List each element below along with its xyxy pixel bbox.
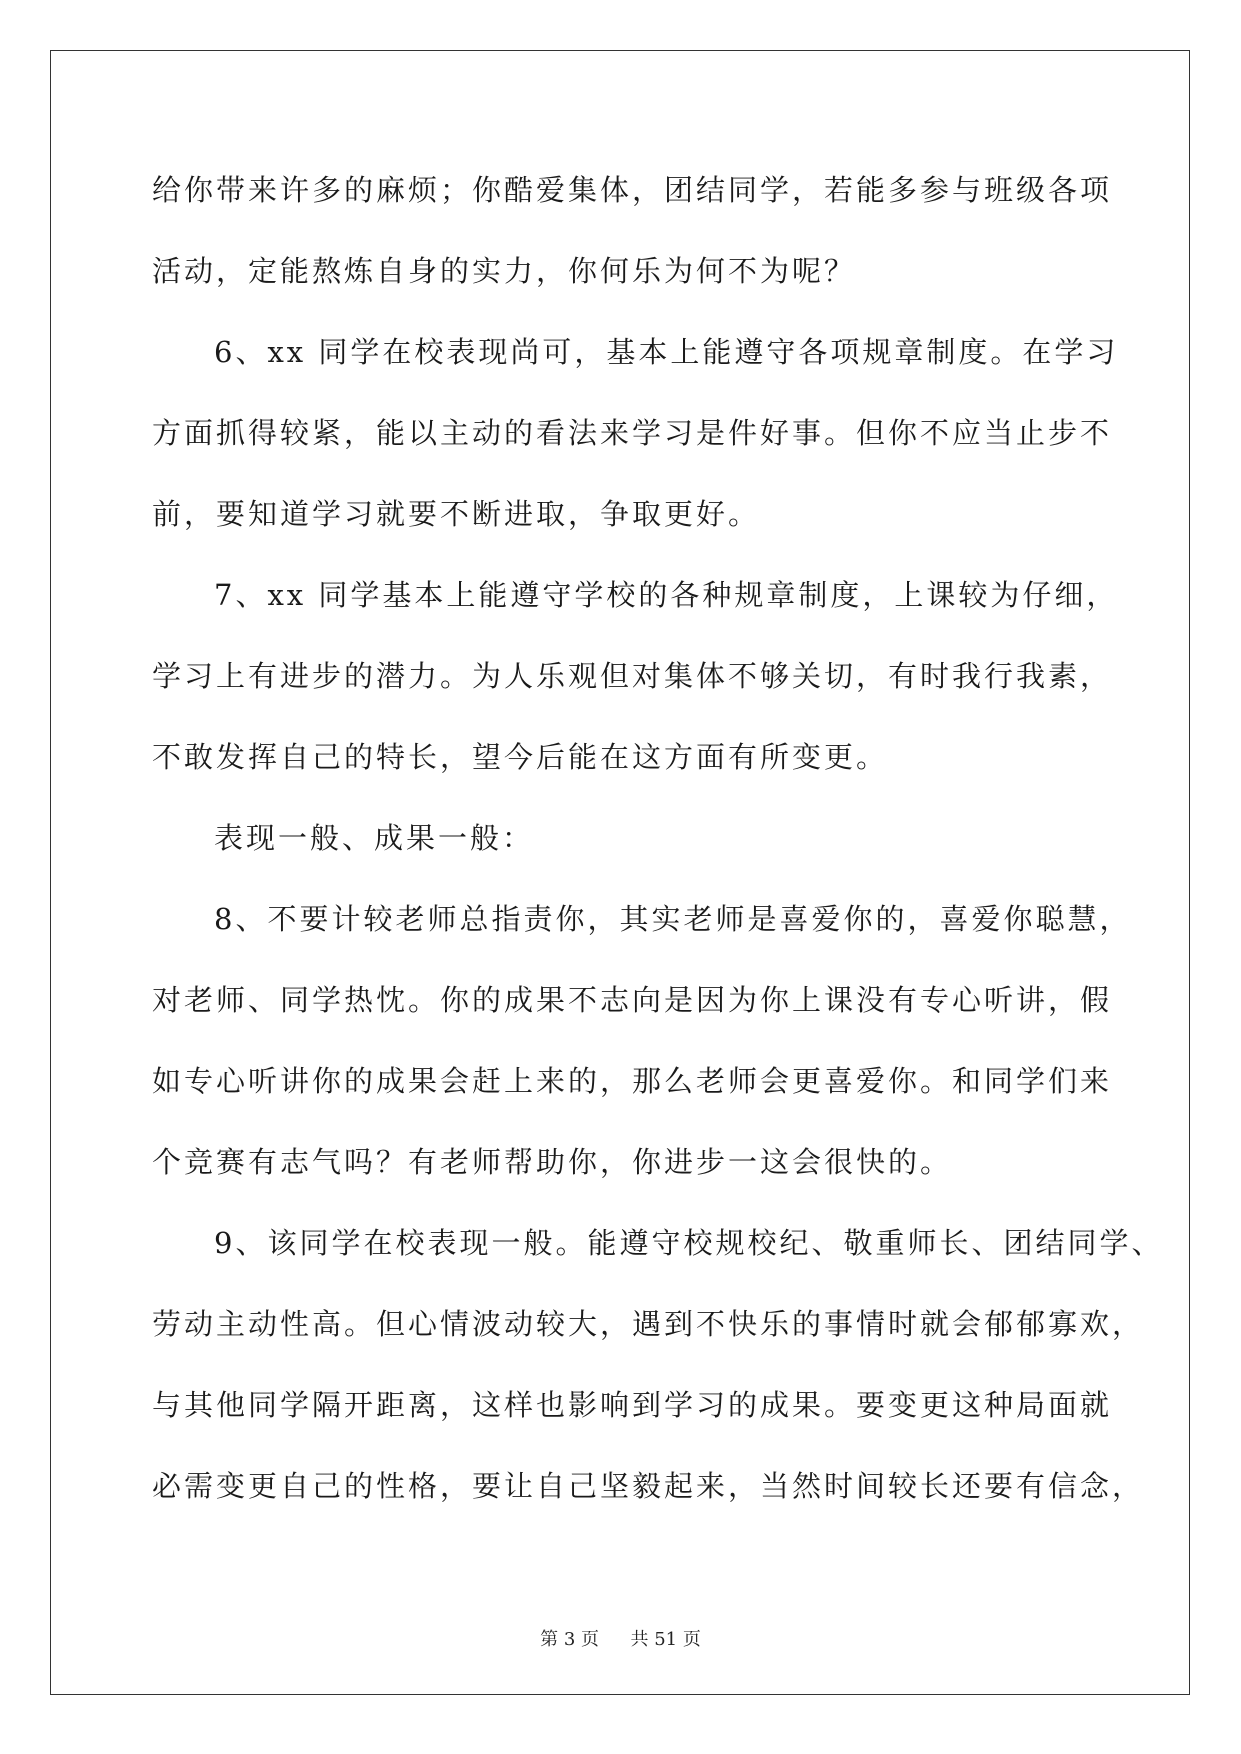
- text-line: 前，要知道学习就要不断进取，争取更好。: [152, 497, 761, 531]
- text-line: 8、不要计较老师总指责你，其实老师是喜爱你的，喜爱你聪慧，: [214, 902, 1132, 936]
- document-body: [152, 150, 1164, 1527]
- text-line: 活动，定能熬炼自身的实力，你何乐为何不为呢？: [152, 254, 857, 288]
- text-line: 劳动主动性高。但心情波动较大，遇到不快乐的事情时就会郁郁寡欢，: [152, 1307, 1145, 1341]
- page-total: 共 51 页: [630, 1629, 701, 1650]
- text-line: 个竞赛有志气吗？有老师帮助你，你进步一这会很快的。: [152, 1145, 953, 1179]
- section-heading: 表现一般、成果一般：: [214, 821, 535, 855]
- text-line: 如专心听讲你的成果会赶上来的，那么老师会更喜爱你。和同学们来: [152, 1064, 1113, 1098]
- page-footer: [0, 1625, 1241, 1651]
- text-line: 7、xx 同学基本上能遵守学校的各种规章制度，上课较为仔细，: [214, 578, 1119, 612]
- text-line: 与其他同学隔开距离，这样也影响到学习的成果。要变更这种局面就: [152, 1388, 1113, 1422]
- text-line: 9、该同学在校表现一般。能遵守校规校纪、敬重师长、团结同学、: [214, 1226, 1164, 1260]
- text-line: 对老师、同学热忱。你的成果不志向是因为你上课没有专心听讲，假: [152, 983, 1113, 1017]
- text-line: 不敢发挥自己的特长，望今后能在这方面有所变更。: [152, 740, 889, 774]
- text-line: 学习上有进步的潜力。为人乐观但对集体不够关切，有时我行我素，: [152, 659, 1113, 693]
- page-number: 第 3 页: [540, 1629, 600, 1650]
- text-line: 方面抓得较紧，能以主动的看法来学习是件好事。但你不应当止步不: [152, 416, 1113, 450]
- text-line: 给你带来许多的麻烦；你酷爱集体，团结同学，若能多参与班级各项: [152, 173, 1113, 207]
- text-line: 6、xx 同学在校表现尚可，基本上能遵守各项规章制度。在学习: [214, 335, 1119, 369]
- text-line: 必需变更自己的性格，要让自己坚毅起来，当然时间较长还要有信念，: [152, 1469, 1145, 1503]
